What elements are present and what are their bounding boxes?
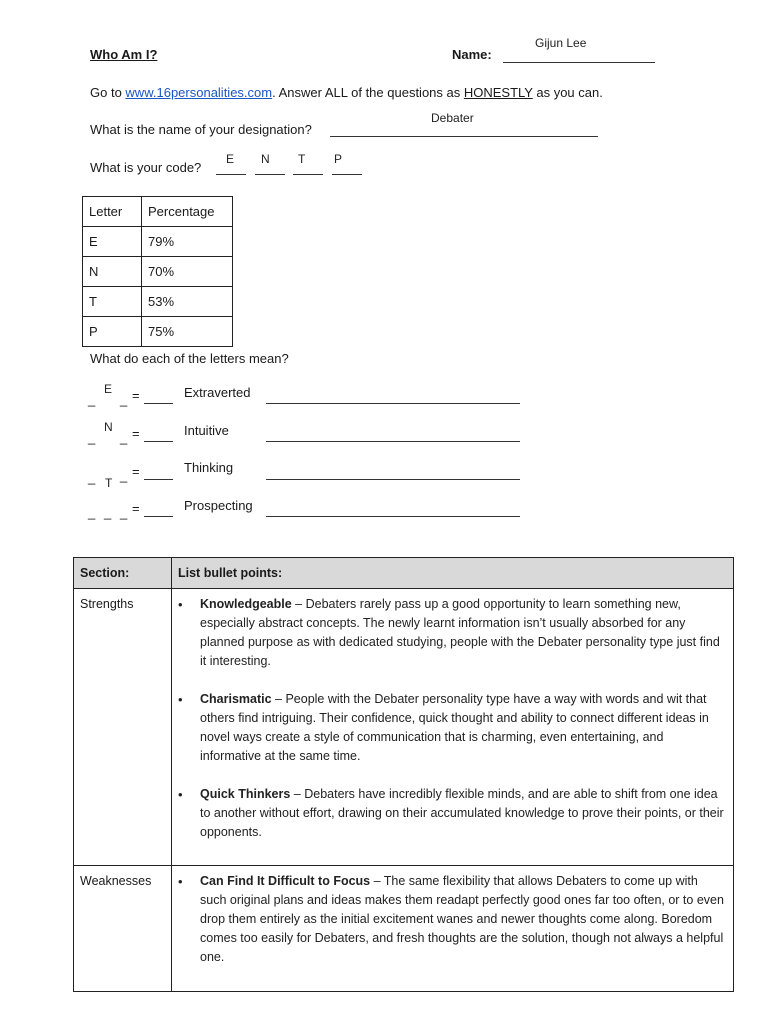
header-letter: Letter	[83, 197, 142, 227]
meaning-description-line	[266, 516, 520, 517]
header-section: Section:	[74, 558, 172, 589]
header-percentage: Percentage	[142, 197, 233, 227]
code-underline-3	[293, 174, 323, 175]
meaning-row-e	[88, 382, 528, 412]
meaning-description-line	[266, 403, 520, 404]
table-row	[83, 227, 233, 257]
row-percent[interactable]: 53%	[142, 287, 233, 317]
code-letter-3[interactable]: T	[298, 152, 306, 166]
row-percent[interactable]: 70%	[142, 257, 233, 287]
list-item	[200, 690, 725, 766]
table-row	[83, 287, 233, 317]
personalities-link[interactable]: www.16personalities.com	[125, 85, 273, 100]
code-letter-2[interactable]: N	[261, 152, 270, 166]
row-letter: N	[83, 257, 142, 287]
equals-sign: =	[132, 464, 140, 479]
point-term: Charismatic	[200, 692, 272, 706]
code-underline-4	[332, 174, 362, 175]
list-item	[200, 872, 725, 967]
instructions-prefix: Go to	[90, 85, 126, 100]
meaning-blank	[144, 403, 173, 404]
name-value[interactable]: Gijun Lee	[535, 36, 587, 50]
designation-answer[interactable]: Debater	[431, 111, 474, 125]
point-text: – Debaters rarely pass up a good opportunity to learn something new, especially abstract concepts. The newly learnt information isn’t usually absorbed for any planned purpose as with dedicated studying, people with the Debater personality type just find it interesting.	[200, 597, 720, 668]
blank-dash: _	[88, 505, 96, 520]
table-row	[74, 866, 734, 992]
meaning-word[interactable]: Extraverted	[184, 385, 251, 400]
blank-dash: _	[88, 392, 96, 407]
instructions-middle: . Answer ALL of the questions as	[272, 85, 464, 100]
equals-sign: =	[132, 426, 140, 441]
blank-dash: _	[120, 468, 128, 483]
point-text: – The same flexibility that allows Debaters to come up with such original plans and ideas makes them readapt perfectly good ones far too often, or to even drop them entirely as the initial excitement wanes and newer thoughts come along. Boredom comes too easily for Debaters, and fresh thoughts are the solution, though not always a helpful one.	[200, 874, 724, 964]
code-letter-1[interactable]: E	[226, 152, 235, 166]
percentage-table	[82, 196, 233, 347]
table-row	[83, 257, 233, 287]
meaning-row-n	[88, 420, 528, 450]
blank-dash: _	[104, 505, 112, 520]
code-underline-1	[216, 174, 246, 175]
designation-underline	[330, 136, 598, 137]
code-underline-2	[255, 174, 285, 175]
blank-dash: _	[88, 470, 96, 485]
meaning-letter[interactable]: N	[104, 420, 113, 434]
percentage-table-header	[83, 197, 233, 227]
point-term: Can Find It Difficult to Focus	[200, 874, 371, 888]
meaning-description-line	[266, 479, 520, 480]
meaning-letter[interactable]: E	[104, 382, 113, 396]
worksheet-title: Who Am I?	[90, 47, 158, 62]
equals-sign: =	[132, 388, 140, 403]
blank-dash: _	[120, 505, 128, 520]
sections-table	[73, 557, 734, 992]
name-underline	[503, 62, 655, 63]
designation-question: What is the name of your designation?	[90, 122, 312, 137]
row-letter: T	[83, 287, 142, 317]
meaning-word[interactable]: Intuitive	[184, 423, 229, 438]
blank-dash: _	[120, 430, 128, 445]
list-item	[200, 595, 725, 671]
code-question: What is your code?	[90, 160, 202, 175]
strengths-list	[178, 595, 725, 842]
instructions-line	[90, 85, 603, 100]
blank-dash: _	[88, 430, 96, 445]
meaning-word[interactable]: Prospecting	[184, 498, 253, 513]
row-letter: P	[83, 317, 142, 347]
row-letter: E	[83, 227, 142, 257]
point-term: Quick Thinkers	[200, 787, 291, 801]
point-term: Knowledgeable	[200, 597, 292, 611]
code-letter-4[interactable]: P	[334, 152, 343, 166]
meanings-question: What do each of the letters mean?	[90, 351, 289, 366]
weaknesses-cell	[172, 866, 734, 992]
header-bullet-points: List bullet points:	[172, 558, 734, 589]
meaning-row-t	[88, 458, 528, 488]
weaknesses-list	[178, 872, 725, 967]
equals-sign: =	[132, 501, 140, 516]
table-row	[74, 589, 734, 866]
name-label: Name:	[452, 47, 492, 62]
meaning-letter[interactable]: T	[105, 476, 113, 490]
weaknesses-label: Weaknesses	[74, 866, 172, 992]
sections-table-header	[74, 558, 734, 589]
instructions-emphasis: HONESTLY	[463, 85, 533, 100]
meaning-row-p	[88, 495, 528, 525]
table-row	[83, 317, 233, 347]
meaning-word[interactable]: Thinking	[184, 460, 234, 475]
strengths-label: Strengths	[74, 589, 172, 866]
blank-dash: _	[120, 392, 128, 407]
meaning-description-line	[266, 441, 520, 442]
point-text: – Debaters have incredibly flexible minds, and are able to shift from one idea to another without effort, drawing on their accumulated knowledge to prove their points, or their opponents.	[200, 787, 724, 839]
meaning-blank	[144, 441, 173, 442]
row-percent[interactable]: 75%	[142, 317, 233, 347]
meaning-blank	[144, 516, 173, 517]
instructions-suffix: as you can.	[532, 85, 603, 100]
point-text: – People with the Debater personality type have a way with words and wit that others find intriguing. Their confidence, quick thought and ability to connect different ideas in novel ways create a style of communication that is charming, even entertaining, and informative at the same time.	[200, 692, 709, 763]
list-item	[200, 785, 725, 842]
meaning-blank	[144, 479, 173, 480]
strengths-cell	[172, 589, 734, 866]
row-percent[interactable]: 79%	[142, 227, 233, 257]
